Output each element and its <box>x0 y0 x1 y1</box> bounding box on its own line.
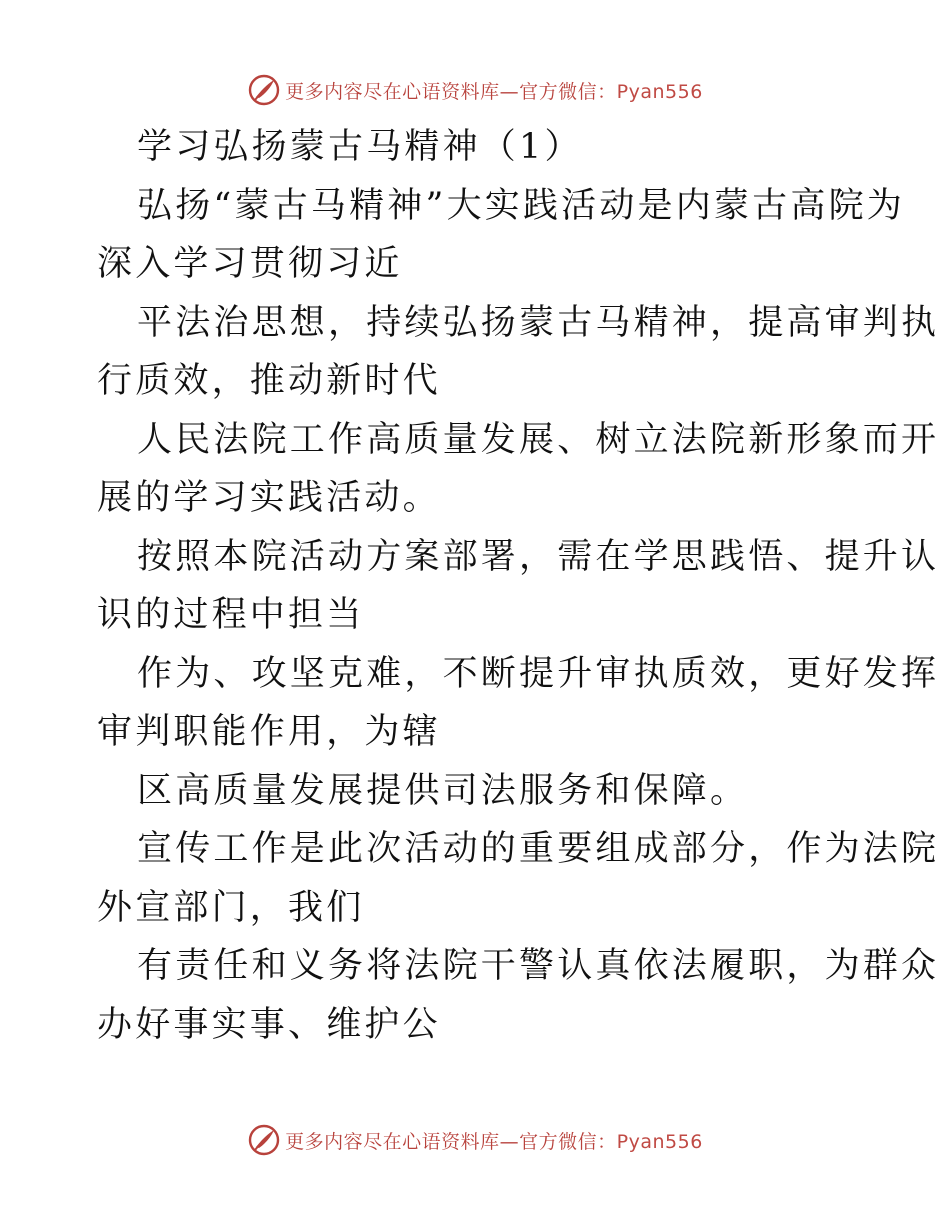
footer-banner-text: 更多内容尽在心语资料库—官方微信： <box>285 1130 617 1153</box>
quill-logo-icon <box>247 73 281 107</box>
document-line: 学习弘扬蒙古马精神（1） <box>137 127 583 167</box>
document-line: 外宣部门，我们 <box>97 887 365 928</box>
document-line: 有责任和义务将法院干警认真依法履职，为群众 <box>137 946 940 986</box>
document-line: 弘扬“蒙古马精神”大实践活动是内蒙古高院为 <box>137 185 905 226</box>
header-watermark-banner <box>0 70 950 110</box>
footer-banner-account: Pyan556 <box>616 1130 703 1153</box>
document-line: 按照本院活动方案部署，需在学思践悟、提升认 <box>137 536 940 577</box>
document-line: 行质效，推动新时代 <box>97 361 441 401</box>
document-body <box>97 118 940 1054</box>
document-line: 宣传工作是此次活动的重要组成部分，作为法院 <box>137 829 940 869</box>
document-line: 平法治思想，持续弘扬蒙古马精神，提高审判执 <box>137 302 940 343</box>
document-line: 区高质量发展提供司法服务和保障。 <box>137 770 749 811</box>
document-line: 作为、攻坚克难，不断提升审执质效，更好发挥 <box>137 653 940 694</box>
document-line: 人民法院工作高质量发展、树立法院新形象而开 <box>137 419 940 460</box>
document-line: 审判职能作用，为辖 <box>97 712 441 752</box>
document-line: 识的过程中担当 <box>97 595 365 635</box>
quill-logo-icon <box>247 1123 281 1157</box>
header-banner-account: Pyan556 <box>616 80 703 103</box>
document-line: 办好事实事、维护公 <box>97 1004 441 1045</box>
document-line: 深入学习贯彻习近 <box>97 244 403 284</box>
footer-watermark-banner <box>0 1120 950 1160</box>
document-line: 展的学习实践活动。 <box>97 478 441 518</box>
header-banner-text: 更多内容尽在心语资料库—官方微信： <box>285 80 617 103</box>
